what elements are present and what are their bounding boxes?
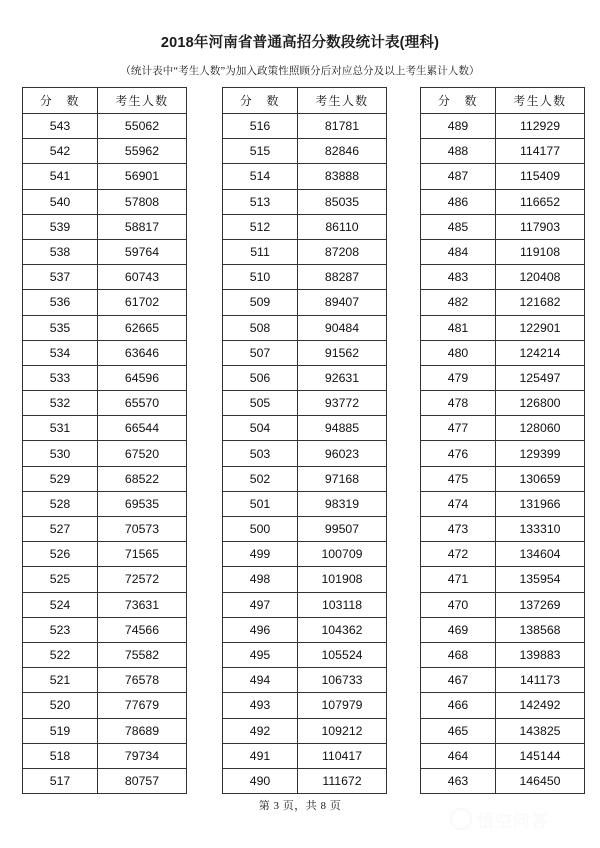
cell-score: 475 (421, 466, 496, 491)
cell-count: 122901 (496, 315, 585, 340)
cell-score: 474 (421, 491, 496, 516)
cell-score: 510 (223, 265, 298, 290)
cell-score: 506 (223, 365, 298, 390)
cell-count: 94885 (298, 416, 387, 441)
cell-count: 100709 (298, 542, 387, 567)
cell-score: 527 (23, 517, 98, 542)
cell-count: 120408 (496, 265, 585, 290)
table-row (421, 365, 585, 390)
table-row (421, 315, 585, 340)
table-row (23, 542, 187, 567)
cell-score: 543 (23, 114, 98, 139)
cell-score: 531 (23, 416, 98, 441)
cell-count: 79734 (98, 743, 187, 768)
table-row (223, 743, 387, 768)
cell-count: 57808 (98, 189, 187, 214)
cell-score: 502 (223, 466, 298, 491)
cell-count: 81781 (298, 114, 387, 139)
cell-count: 115409 (496, 164, 585, 189)
table-header-row (421, 88, 585, 114)
cell-count: 55062 (98, 114, 187, 139)
table-row (223, 617, 387, 642)
cell-count: 117903 (496, 214, 585, 239)
table-row (223, 290, 387, 315)
table-row (421, 340, 585, 365)
cell-count: 130659 (496, 466, 585, 491)
cell-count: 114177 (496, 139, 585, 164)
table-row (23, 340, 187, 365)
cell-score: 524 (23, 592, 98, 617)
table-row (421, 517, 585, 542)
cell-count: 98319 (298, 491, 387, 516)
cell-count: 116652 (496, 189, 585, 214)
cell-score: 508 (223, 315, 298, 340)
table-row (421, 743, 585, 768)
table-row (23, 416, 187, 441)
cell-score: 466 (421, 693, 496, 718)
cell-count: 103118 (298, 592, 387, 617)
cell-count: 65570 (98, 391, 187, 416)
table-row (23, 365, 187, 390)
cell-count: 143825 (496, 718, 585, 743)
cell-score: 489 (421, 114, 496, 139)
table-row (421, 114, 585, 139)
cell-count: 77679 (98, 693, 187, 718)
table-header-2 (223, 88, 387, 114)
cell-score: 494 (223, 668, 298, 693)
cell-score: 515 (223, 139, 298, 164)
cell-count: 68522 (98, 466, 187, 491)
table-row (223, 391, 387, 416)
cell-count: 131966 (496, 491, 585, 516)
table-row (421, 542, 585, 567)
table-row (223, 340, 387, 365)
cell-score: 541 (23, 164, 98, 189)
cell-count: 85035 (298, 189, 387, 214)
table-row (23, 592, 187, 617)
cell-score: 492 (223, 718, 298, 743)
page-subtitle: （统计表中“考生人数”为加入政策性照顾分后对应总分及以上考生累计人数） (120, 66, 480, 77)
cell-score: 478 (421, 391, 496, 416)
cell-count: 90484 (298, 315, 387, 340)
table-row (23, 642, 187, 667)
table-row (23, 315, 187, 340)
cell-score: 499 (223, 542, 298, 567)
cell-score: 540 (23, 189, 98, 214)
table-row (421, 642, 585, 667)
table-body-1 (23, 114, 187, 794)
cell-score: 491 (223, 743, 298, 768)
cell-count: 99507 (298, 517, 387, 542)
table-row (23, 567, 187, 592)
cell-count: 64596 (98, 365, 187, 390)
cell-score: 496 (223, 617, 298, 642)
page-footer: 第 3 页，共 8 页 (258, 800, 342, 812)
cell-count: 101908 (298, 567, 387, 592)
cell-count: 55962 (98, 139, 187, 164)
cell-count: 112929 (496, 114, 585, 139)
table-row (421, 441, 585, 466)
header-count: 考生人数 (496, 88, 585, 114)
table-row (421, 164, 585, 189)
cell-count: 138568 (496, 617, 585, 642)
table-row (223, 693, 387, 718)
cell-count: 58817 (98, 214, 187, 239)
cell-count: 71565 (98, 542, 187, 567)
table-row (421, 491, 585, 516)
cell-count: 59764 (98, 239, 187, 264)
cell-score: 503 (223, 441, 298, 466)
cell-count: 60743 (98, 265, 187, 290)
cell-score: 476 (421, 441, 496, 466)
score-table-column-3-wrap (420, 87, 585, 794)
cell-score: 535 (23, 315, 98, 340)
cell-count: 107979 (298, 693, 387, 718)
cell-count: 109212 (298, 718, 387, 743)
cell-score: 533 (23, 365, 98, 390)
cell-count: 119108 (496, 239, 585, 264)
cell-score: 467 (421, 668, 496, 693)
table-row (421, 214, 585, 239)
cell-count: 96023 (298, 441, 387, 466)
table-body-3 (421, 114, 585, 794)
table-row (421, 265, 585, 290)
cell-count: 128060 (496, 416, 585, 441)
cell-count: 104362 (298, 617, 387, 642)
table-row (23, 768, 187, 793)
cell-count: 135954 (496, 567, 585, 592)
table-row (223, 214, 387, 239)
score-table-column-1 (22, 87, 187, 794)
table-row (23, 441, 187, 466)
cell-score: 464 (421, 743, 496, 768)
cell-score: 487 (421, 164, 496, 189)
cell-count: 63646 (98, 340, 187, 365)
cell-score: 511 (223, 239, 298, 264)
cell-score: 538 (23, 239, 98, 264)
cell-score: 472 (421, 542, 496, 567)
table-row (421, 290, 585, 315)
cell-score: 469 (421, 617, 496, 642)
cell-count: 66544 (98, 416, 187, 441)
table-row (421, 391, 585, 416)
cell-count: 106733 (298, 668, 387, 693)
cell-count: 87208 (298, 239, 387, 264)
table-row (223, 768, 387, 793)
cell-score: 483 (421, 265, 496, 290)
table-row (23, 668, 187, 693)
table-row (421, 416, 585, 441)
table-row (23, 214, 187, 239)
cell-score: 530 (23, 441, 98, 466)
cell-count: 137269 (496, 592, 585, 617)
cell-count: 86110 (298, 214, 387, 239)
cell-count: 133310 (496, 517, 585, 542)
table-header-3 (421, 88, 585, 114)
cell-score: 471 (421, 567, 496, 592)
cell-count: 125497 (496, 365, 585, 390)
table-row (223, 114, 387, 139)
cell-count: 134604 (496, 542, 585, 567)
cell-score: 486 (421, 189, 496, 214)
table-row (421, 668, 585, 693)
table-row (223, 139, 387, 164)
score-table-column-2 (222, 87, 387, 794)
cell-score: 473 (421, 517, 496, 542)
table-row (421, 693, 585, 718)
cell-count: 88287 (298, 265, 387, 290)
cell-score: 542 (23, 139, 98, 164)
score-table-column-3 (420, 87, 585, 794)
table-row (421, 466, 585, 491)
cell-count: 139883 (496, 642, 585, 667)
table-row (421, 617, 585, 642)
table-row (421, 768, 585, 793)
cell-score: 520 (23, 693, 98, 718)
cell-count: 89407 (298, 290, 387, 315)
table-row (23, 189, 187, 214)
watermark-text: 悟空问答 (477, 811, 549, 831)
cell-score: 539 (23, 214, 98, 239)
table-row (23, 139, 187, 164)
table-row (23, 693, 187, 718)
table-row (23, 114, 187, 139)
cell-score: 513 (223, 189, 298, 214)
cell-score: 480 (421, 340, 496, 365)
cell-score: 500 (223, 517, 298, 542)
cell-count: 121682 (496, 290, 585, 315)
cell-score: 498 (223, 567, 298, 592)
cell-score: 470 (421, 592, 496, 617)
table-row (223, 189, 387, 214)
cell-count: 129399 (496, 441, 585, 466)
table-row (223, 466, 387, 491)
cell-score: 507 (223, 340, 298, 365)
cell-score: 528 (23, 491, 98, 516)
cell-score: 526 (23, 542, 98, 567)
table-row (223, 239, 387, 264)
header-count: 考生人数 (98, 88, 187, 114)
cell-score: 484 (421, 239, 496, 264)
cell-count: 124214 (496, 340, 585, 365)
table-row (421, 567, 585, 592)
table-header-1 (23, 88, 187, 114)
table-row (223, 542, 387, 567)
cell-score: 532 (23, 391, 98, 416)
cell-count: 73631 (98, 592, 187, 617)
score-tables-container (0, 87, 600, 794)
cell-score: 523 (23, 617, 98, 642)
table-row (421, 718, 585, 743)
cell-score: 505 (223, 391, 298, 416)
table-row (223, 315, 387, 340)
table-row (421, 592, 585, 617)
table-row (23, 290, 187, 315)
table-row (223, 567, 387, 592)
cell-score: 485 (421, 214, 496, 239)
cell-score: 479 (421, 365, 496, 390)
cell-score: 536 (23, 290, 98, 315)
table-header-row (23, 88, 187, 114)
cell-score: 509 (223, 290, 298, 315)
cell-count: 82846 (298, 139, 387, 164)
cell-score: 504 (223, 416, 298, 441)
header-score: 分 数 (23, 88, 98, 114)
cell-score: 519 (23, 718, 98, 743)
cell-score: 537 (23, 265, 98, 290)
cell-score: 481 (421, 315, 496, 340)
table-row (23, 617, 187, 642)
cell-count: 61702 (98, 290, 187, 315)
table-row (223, 517, 387, 542)
table-row (223, 592, 387, 617)
table-row (23, 164, 187, 189)
cell-score: 514 (223, 164, 298, 189)
table-row (23, 391, 187, 416)
cell-count: 70573 (98, 517, 187, 542)
cell-score: 521 (23, 668, 98, 693)
cell-count: 146450 (496, 768, 585, 793)
table-row (223, 718, 387, 743)
table-row (223, 642, 387, 667)
table-row (223, 164, 387, 189)
cell-score: 493 (223, 693, 298, 718)
cell-score: 518 (23, 743, 98, 768)
cell-count: 111672 (298, 768, 387, 793)
cell-score: 516 (223, 114, 298, 139)
cell-score: 525 (23, 567, 98, 592)
cell-count: 91562 (298, 340, 387, 365)
score-table-column-2-wrap (222, 87, 387, 794)
table-row (23, 743, 187, 768)
table-row (223, 365, 387, 390)
cell-count: 76578 (98, 668, 187, 693)
cell-score: 495 (223, 642, 298, 667)
table-row (23, 517, 187, 542)
cell-count: 126800 (496, 391, 585, 416)
cell-score: 529 (23, 466, 98, 491)
table-row (421, 189, 585, 214)
cell-score: 522 (23, 642, 98, 667)
cell-count: 67520 (98, 441, 187, 466)
header-score: 分 数 (421, 88, 496, 114)
cell-count: 93772 (298, 391, 387, 416)
cell-count: 141173 (496, 668, 585, 693)
cell-count: 78689 (98, 718, 187, 743)
cell-score: 465 (421, 718, 496, 743)
header-count: 考生人数 (298, 88, 387, 114)
cell-score: 517 (23, 768, 98, 793)
cell-score: 512 (223, 214, 298, 239)
table-row (23, 265, 187, 290)
cell-count: 142492 (496, 693, 585, 718)
cell-score: 534 (23, 340, 98, 365)
table-row (421, 239, 585, 264)
cell-count: 83888 (298, 164, 387, 189)
table-row (223, 668, 387, 693)
table-row (223, 416, 387, 441)
table-row (223, 491, 387, 516)
cell-score: 468 (421, 642, 496, 667)
cell-score: 477 (421, 416, 496, 441)
cell-count: 145144 (496, 743, 585, 768)
cell-score: 490 (223, 768, 298, 793)
score-table-column-1-wrap (22, 87, 187, 794)
table-row (23, 491, 187, 516)
table-row (23, 239, 187, 264)
cell-count: 75582 (98, 642, 187, 667)
cell-score: 482 (421, 290, 496, 315)
table-row (223, 441, 387, 466)
cell-count: 56901 (98, 164, 187, 189)
cell-count: 69535 (98, 491, 187, 516)
cell-score: 501 (223, 491, 298, 516)
cell-count: 105524 (298, 642, 387, 667)
table-row (23, 466, 187, 491)
cell-score: 497 (223, 592, 298, 617)
table-header-row (223, 88, 387, 114)
cell-count: 62665 (98, 315, 187, 340)
cell-count: 80757 (98, 768, 187, 793)
cell-count: 72572 (98, 567, 187, 592)
header-score: 分 数 (223, 88, 298, 114)
table-body-2 (223, 114, 387, 794)
cell-count: 110417 (298, 743, 387, 768)
cell-count: 92631 (298, 365, 387, 390)
table-row (23, 718, 187, 743)
page-title: 2018年河南省普通高招分数段统计表(理科) (160, 35, 440, 51)
cell-score: 488 (421, 139, 496, 164)
table-row (421, 139, 585, 164)
cell-count: 74566 (98, 617, 187, 642)
cell-count: 97168 (298, 466, 387, 491)
cell-score: 463 (421, 768, 496, 793)
table-row (223, 265, 387, 290)
